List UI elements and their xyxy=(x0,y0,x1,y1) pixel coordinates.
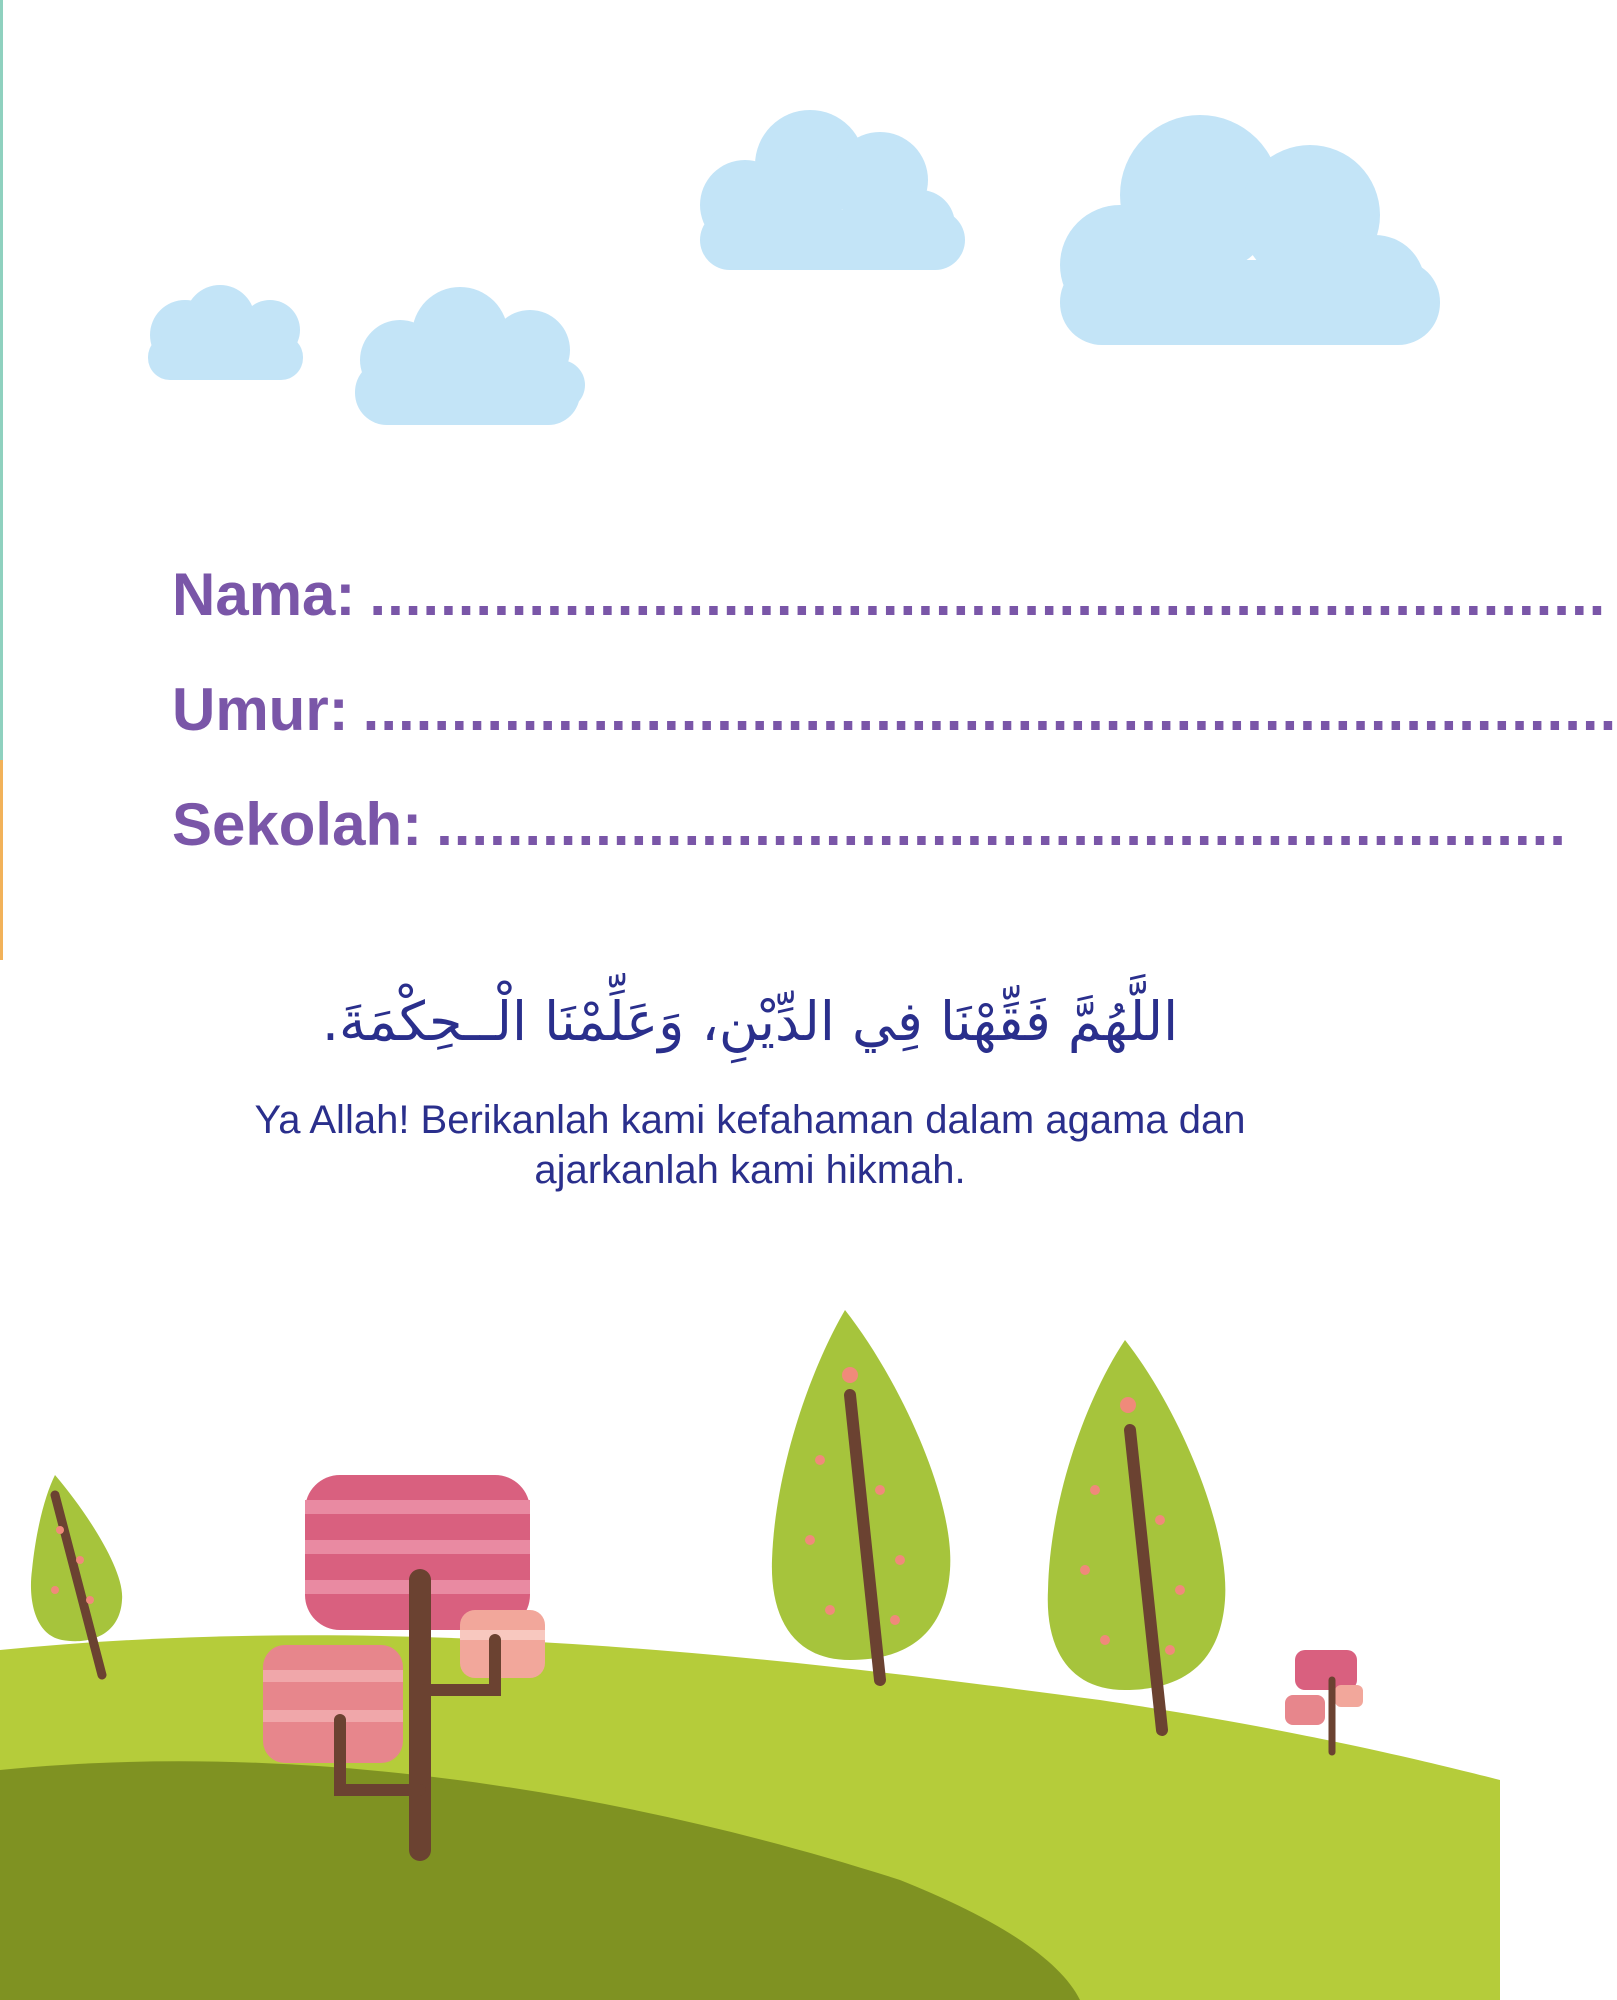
name-dotted-line[interactable]: ...................................................................... xyxy=(369,561,1607,628)
school-label: Sekolah: xyxy=(172,791,423,858)
tall-tree-right xyxy=(1048,1340,1226,1730)
school-dotted-line[interactable]: ................................................................ xyxy=(436,791,1567,858)
cloud-small-center xyxy=(355,287,585,425)
school-field-line[interactable] xyxy=(172,790,1567,859)
cloud-small-left xyxy=(148,285,303,380)
name-field-line[interactable] xyxy=(172,560,1607,629)
tall-tree-center xyxy=(772,1310,950,1680)
translation-line-1: Ya Allah! Berikanlah kami kefahaman dalam agama dan xyxy=(254,1098,1246,1142)
name-label: Nama: xyxy=(172,561,356,628)
cloud-medium xyxy=(700,110,965,270)
age-label: Umur: xyxy=(172,676,349,743)
prayer-translation xyxy=(150,1095,1350,1195)
age-dotted-line[interactable]: ....................................................................... xyxy=(362,676,1617,743)
translation-line-2: ajarkanlah kami hikmah. xyxy=(534,1148,966,1192)
arabic-prayer: اللَّهُمَّ فَقِّهْنَا فِي الدِّيْنِ، وَعَلِّمْنَا الْــحِكْمَةَ. xyxy=(321,990,1179,1053)
age-field-line[interactable] xyxy=(172,675,1617,744)
cloud-large-right xyxy=(1060,115,1440,345)
